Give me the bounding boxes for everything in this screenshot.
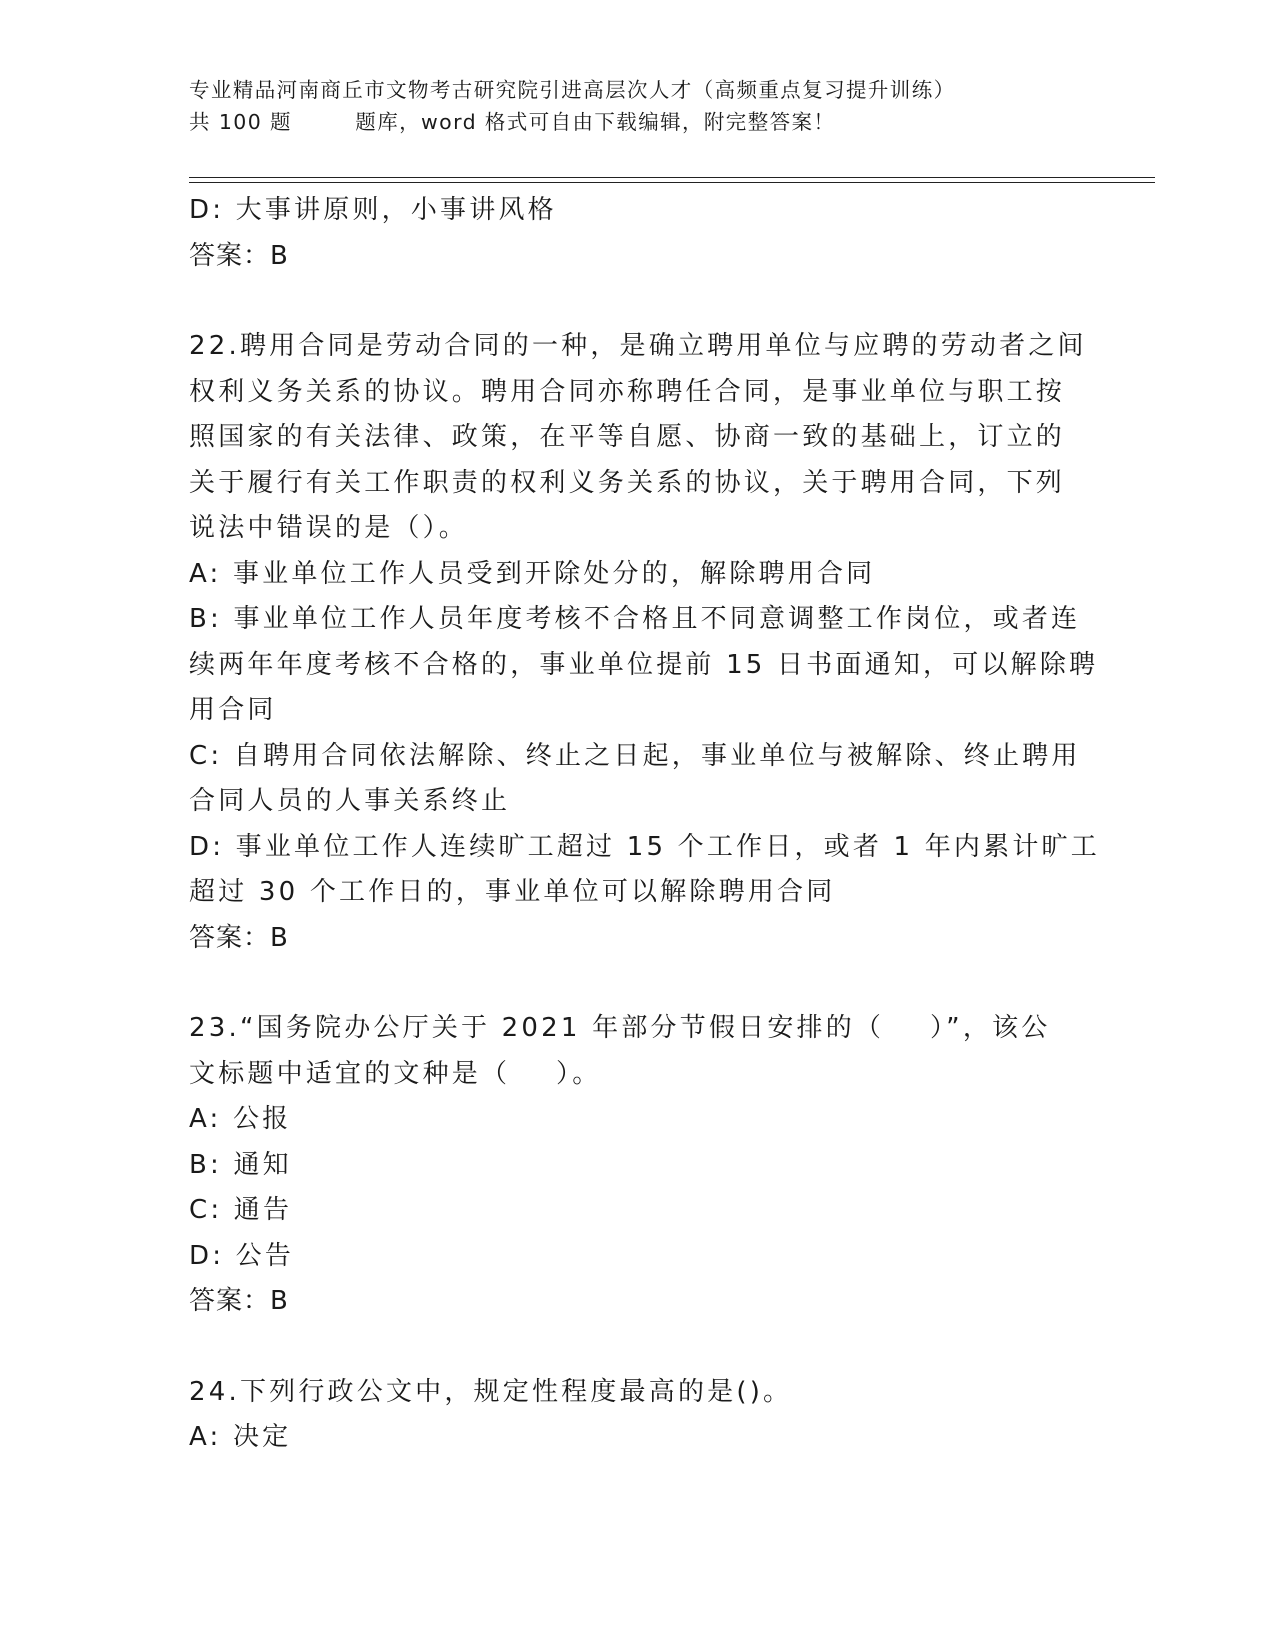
question-23-stem-line: 23.“国务院办公厅关于 2021 年部分节假日安排的（ ）”，该公	[189, 1013, 1051, 1043]
question-22-option-d: D: 事业单位工作人连续旷工超过 15 个工作日，或者 1 年内累计旷工	[189, 831, 1100, 862]
question-23-stem-line: 文标题中适宜的文种是（ ）。	[189, 1058, 602, 1089]
question-22	[189, 324, 1100, 961]
question-21-answer: 答案：B	[189, 240, 289, 271]
question-22-option-c-cont: 合同人员的人事关系终止	[189, 786, 511, 816]
question-22-stem-line: 权利义务关系的协议。聘用合同亦称聘任合同，是事业单位与职工按	[189, 376, 1066, 407]
question-23-option-d: D: 公告	[189, 1240, 295, 1271]
document-body	[189, 188, 1100, 1461]
question-22-option-d-cont: 超过 30 个工作日的，事业单位可以解除聘用合同	[189, 877, 836, 907]
question-22-option-b-cont: 续两年年度考核不合格的，事业单位提前 15 日书面通知，可以解除聘	[189, 649, 1099, 680]
question-23-option-a: A: 公报	[189, 1104, 292, 1134]
question-22-option-b: B: 事业单位工作人员年度考核不合格且不同意调整工作岗位，或者连	[189, 604, 1081, 634]
question-23-answer: 答案：B	[189, 1286, 289, 1316]
question-22-stem-line: 22.聘用合同是劳动合同的一种，是确立聘用单位与应聘的劳动者之间	[189, 331, 1087, 361]
question-22-option-a: A: 事业单位工作人员受到开除处分的，解除聘用合同	[189, 558, 876, 589]
question-22-option-b-cont: 用合同	[189, 695, 277, 725]
question-22-answer: 答案：B	[189, 922, 289, 953]
question-22-option-c: C: 自聘用合同依法解除、终止之日起，事业单位与被解除、终止聘用	[189, 740, 1081, 771]
question-24-option-a: A: 决定	[189, 1422, 292, 1452]
question-21-tail	[189, 188, 1089, 279]
question-23	[189, 1006, 1089, 1325]
question-24	[189, 1370, 1089, 1461]
header-divider-top	[189, 177, 1155, 178]
question-22-stem-line: 照国家的有关法律、政策，在平等自愿、协商一致的基础上，订立的	[189, 422, 1066, 452]
header-title: 专业精品河南商丘市文物考古研究院引进高层次人才（高频重点复习提升训练）	[189, 78, 956, 102]
question-23-option-c: C: 通告	[189, 1195, 293, 1225]
question-22-stem-line: 关于履行有关工作职责的权利义务关系的协议，关于聘用合同，下列	[189, 467, 1066, 498]
question-24-stem: 24.下列行政公文中，规定性程度最高的是()。	[189, 1376, 793, 1407]
header-divider-bottom	[189, 182, 1155, 183]
question-21-option-d: D: 大事讲原则，小事讲风格	[189, 195, 557, 225]
document-header	[189, 74, 1089, 138]
header-subtitle: 共 100 题 题库，word 格式可自由下载编辑，附完整答案！	[189, 110, 836, 134]
question-22-stem-line: 说法中错误的是（）。	[189, 513, 469, 543]
question-23-option-b: B: 通知	[189, 1149, 292, 1180]
